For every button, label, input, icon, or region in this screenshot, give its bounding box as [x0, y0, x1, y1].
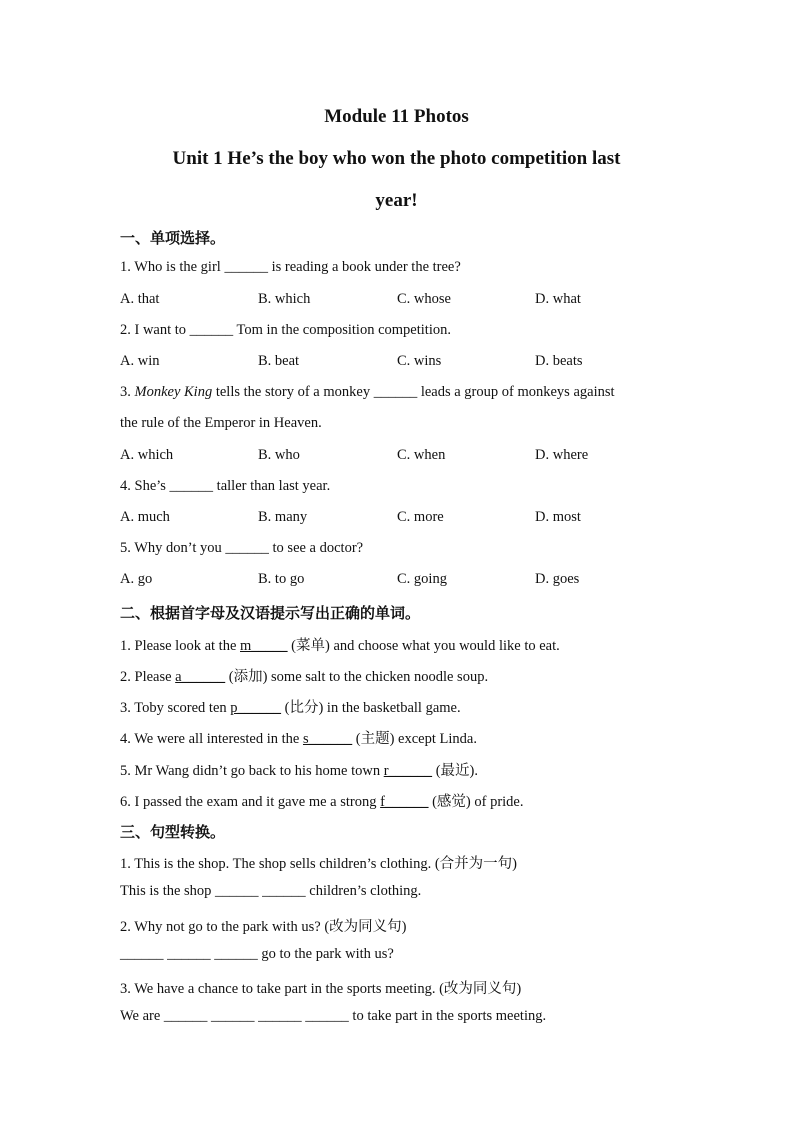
question-3 — [120, 384, 615, 401]
item-hint: (主题) except Linda. — [352, 731, 477, 747]
question-1: 1. Who is the girl ______ is reading a book under the tree? — [120, 259, 461, 275]
word-item-1 — [120, 634, 560, 655]
section-1-heading: 一、单项选择。 — [120, 229, 226, 247]
transform-question-2: 2. Why not go to the park with us? (改为同义句) — [120, 919, 407, 935]
item-text: 1. Please look at the — [120, 638, 241, 654]
title-line-3: year! — [375, 190, 418, 211]
transform-question-3: 3. We have a chance to take part in the sports meeting. (改为同义句) — [120, 981, 522, 997]
option-b: B. who — [258, 447, 300, 463]
transform-answer-2: ______ ______ ______ go to the park with us? — [120, 946, 394, 962]
question-5: 5. Why don’t you ______ to see a doctor? — [120, 540, 364, 556]
answer-blank[interactable]: r______ — [383, 763, 433, 779]
option-c: C. going — [397, 571, 447, 587]
option-b: B. to go — [258, 571, 305, 587]
option-d: D. where — [535, 447, 589, 463]
item-text: 4. We were all interested in the — [120, 731, 303, 747]
question-3-number: 3. — [120, 384, 135, 400]
option-b: B. beat — [258, 353, 300, 369]
item-hint: (添加) some salt to the chicken noodle soup. — [225, 669, 489, 685]
answer-blank[interactable]: a______ — [175, 669, 226, 685]
option-b: B. which — [258, 291, 311, 307]
item-hint: (菜单) and choose what you would like to eat. — [287, 638, 560, 654]
answer-blank[interactable]: f______ — [380, 794, 429, 810]
section-3-heading: 三、句型转换。 — [120, 823, 226, 841]
option-a: A. much — [120, 509, 170, 525]
item-text: 5. Mr Wang didn’t go back to his home town — [120, 763, 384, 779]
answer-blank[interactable]: m_____ — [240, 638, 288, 654]
item-hint: (比分) in the basketball game. — [281, 700, 461, 716]
title-line-1: Module 11 Photos — [324, 106, 469, 127]
word-item-4 — [120, 727, 477, 748]
option-d: D. what — [535, 291, 581, 307]
answer-blank[interactable]: p______ — [230, 700, 282, 716]
transform-answer-3: We are ______ ______ ______ ______ to take part in the sports meeting. — [120, 1008, 547, 1024]
section-2-heading: 二、根据首字母及汉语提示写出正确的单词。 — [120, 604, 421, 622]
word-item-2 — [120, 665, 488, 686]
option-d: D. most — [535, 509, 581, 525]
option-c: C. whose — [397, 291, 451, 307]
word-item-5 — [120, 759, 478, 780]
option-b: B. many — [258, 509, 308, 525]
option-a: A. which — [120, 447, 174, 463]
option-a: A. win — [120, 353, 160, 369]
question-2: 2. I want to ______ Tom in the composition competition. — [120, 322, 451, 338]
option-c: C. wins — [397, 353, 442, 369]
item-text: 6. I passed the exam and it gave me a strong — [120, 794, 381, 810]
question-3-continued: the rule of the Emperor in Heaven. — [120, 415, 322, 431]
option-d: D. goes — [535, 571, 580, 587]
item-text: 2. Please — [120, 669, 176, 685]
question-3-title: Monkey King — [134, 384, 213, 400]
option-d: D. beats — [535, 353, 583, 369]
item-hint: (感觉) of pride. — [428, 794, 524, 810]
option-a: A. go — [120, 571, 153, 587]
item-hint: (最近). — [432, 763, 478, 779]
option-a: A. that — [120, 291, 160, 307]
word-item-3 — [120, 696, 461, 717]
answer-blank[interactable]: s______ — [302, 731, 353, 747]
title-line-2: Unit 1 He’s the boy who won the photo competition last — [172, 148, 621, 169]
item-text: 3. Toby scored ten — [120, 700, 231, 716]
transform-answer-1: This is the shop ______ ______ children’s clothing. — [120, 883, 422, 899]
question-3-text: tells the story of a monkey ______ leads a group of monkeys against — [212, 384, 615, 400]
transform-question-1: 1. This is the shop. The shop sells children’s clothing. (合并为一句) — [120, 856, 517, 872]
option-c: C. when — [397, 447, 446, 463]
word-item-6 — [120, 790, 524, 811]
option-c: C. more — [397, 509, 444, 525]
question-4: 4. She’s ______ taller than last year. — [120, 478, 331, 494]
